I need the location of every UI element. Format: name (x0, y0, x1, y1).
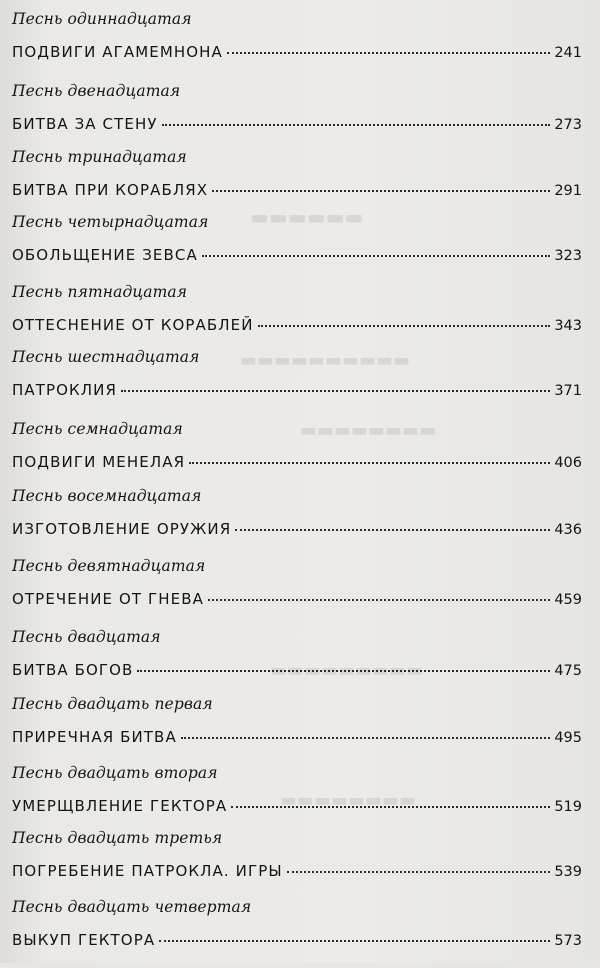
song-label: Песнь двадцать первая (12, 695, 213, 713)
toc-entry (12, 82, 582, 152)
dot-leader (202, 255, 550, 257)
dot-leader (181, 737, 551, 739)
toc-entry (12, 283, 582, 353)
song-label: Песнь одиннадцатая (12, 10, 192, 28)
page-number: 475 (554, 663, 582, 679)
dot-leader (121, 390, 550, 392)
page-number: 273 (554, 117, 582, 133)
song-label: Песнь двадцать третья (12, 829, 223, 847)
chapter-title: ОТТЕСНЕНИЕ ОТ КОРАБЛЕЙ (12, 316, 254, 334)
dot-leader (235, 529, 550, 531)
toc-entry (12, 10, 582, 80)
page-number: 495 (554, 730, 582, 746)
dot-leader (258, 325, 551, 327)
page-number: 323 (554, 248, 582, 264)
page-number: 519 (554, 799, 582, 815)
dot-leader (287, 871, 551, 873)
bleed-through-texture: ▬▬▬▬▬▬▬▬▬▬ (240, 350, 411, 371)
dot-leader (227, 52, 550, 54)
song-label: Песнь восемнадцатая (12, 487, 202, 505)
chapter-title: БИТВА ЗА СТЕНУ (12, 115, 158, 133)
dot-leader (159, 940, 550, 942)
toc-entry (12, 764, 582, 834)
toc-entry (12, 348, 582, 418)
chapter-title: ПОДВИГИ МЕНЕЛАЯ (12, 453, 186, 471)
song-label: Песнь пятнадцатая (12, 283, 188, 301)
page-number: 241 (554, 45, 582, 61)
chapter-title: УМЕРЩВЛЕНИЕ ГЕКТОРА (12, 797, 228, 815)
song-label: Песнь тринадцатая (12, 148, 187, 166)
song-label: Песнь двенадцатая (12, 82, 181, 100)
dot-leader (212, 190, 550, 192)
bleed-through-texture: ▬▬▬▬▬▬ (250, 205, 364, 229)
chapter-title: ВЫКУП ГЕКТОРА (12, 931, 156, 949)
page-number: 343 (554, 318, 582, 334)
song-label: Песнь шестнадцатая (12, 348, 200, 366)
toc-entry (12, 148, 582, 218)
toc-entry (12, 557, 582, 627)
toc-entry (12, 829, 582, 899)
chapter-title: ПОДВИГИ АГАМЕМНОНА (12, 43, 223, 61)
toc-entry (12, 487, 582, 557)
dot-leader (208, 599, 550, 601)
toc-entry (12, 213, 582, 283)
toc-entry (12, 898, 582, 968)
dot-leader (189, 462, 550, 464)
page-number: 436 (554, 522, 582, 538)
song-label: Песнь двадцать четвертая (12, 898, 252, 916)
song-label: Песнь двадцатая (12, 628, 161, 646)
chapter-title: ОТРЕЧЕНИЕ ОТ ГНЕВА (12, 590, 204, 608)
bleed-through-texture: ▬▬▬▬▬▬▬▬ (280, 790, 417, 811)
chapter-title: ИЗГОТОВЛЕНИЕ ОРУЖИЯ (12, 520, 232, 538)
toc-entry (12, 695, 582, 765)
song-label: Песнь четырнадцатая (12, 213, 209, 231)
page-number: 406 (554, 455, 582, 471)
song-label: Песнь семнадцатая (12, 420, 183, 438)
page-number: 459 (554, 592, 582, 608)
chapter-title: БИТВА БОГОВ (12, 661, 134, 679)
page-number: 573 (554, 933, 582, 949)
dot-leader (137, 670, 550, 672)
page-number: 539 (554, 864, 582, 880)
page-number: 291 (554, 183, 582, 199)
chapter-title: ПАТРОКЛИЯ (12, 381, 118, 399)
dot-leader (162, 124, 551, 126)
chapter-title: ПРИРЕЧНАЯ БИТВА (12, 728, 177, 746)
toc-entry (12, 628, 582, 698)
chapter-title: ОБОЛЬЩЕНИЕ ЗЕВСА (12, 246, 198, 264)
toc-entry (12, 420, 582, 490)
bleed-through-texture: ▬▬▬▬▬▬▬▬▬ (270, 660, 424, 681)
song-label: Песнь девятнадцатая (12, 557, 206, 575)
page-number: 371 (554, 383, 582, 399)
bleed-through-texture: ▬▬▬▬▬▬▬▬ (300, 420, 437, 441)
dot-leader (231, 806, 550, 808)
song-label: Песнь двадцать вторая (12, 764, 218, 782)
chapter-title: ПОГРЕБЕНИЕ ПАТРОКЛА. ИГРЫ (12, 862, 283, 880)
chapter-title: БИТВА ПРИ КОРАБЛЯХ (12, 181, 209, 199)
